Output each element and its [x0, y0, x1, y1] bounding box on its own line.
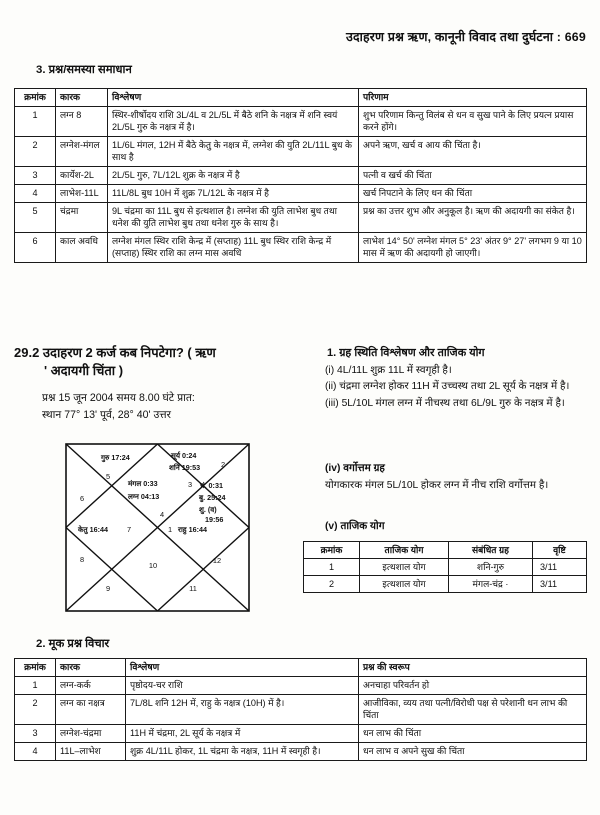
cell-yoga: इत्थशाल योग	[360, 559, 449, 576]
cell-nature: धन लाभ व अपने सुख की चिंता	[359, 743, 587, 761]
cell-vrishti: 3/11	[533, 559, 587, 576]
example-heading-line1: 29.2 उदाहरण 2 कर्ज कब निपटेगा? ( ऋण	[14, 345, 216, 360]
cell-serial: 1	[304, 559, 360, 576]
cell-result: अपने ऋण, खर्च व आय की चिंता है।	[359, 137, 587, 167]
house-number-4: 4	[159, 510, 165, 519]
planet-rahu: राहु 16:44	[178, 525, 207, 534]
table-row	[15, 167, 587, 185]
cell-karak: 11L–लाभेश	[56, 743, 126, 761]
col-header-serial: क्रमांक	[15, 89, 56, 107]
house-number-10: 10	[148, 561, 158, 570]
cell-analysis: 9L चंद्रमा का 11L बुध से इत्थशाल है। लग्नेश की युति लाभेश बुध तथा धनेश की युति लाभेश बुध तथा धनेश गुरु के साथ है।	[108, 203, 359, 233]
planet-ketu: केतु 16:44	[78, 525, 108, 534]
cell-serial: 3	[15, 167, 56, 185]
analysis-heading: 1. ग्रह स्थिति विश्लेषण और ताजिक योग	[327, 347, 485, 359]
planet-guru: गुरु 17:24	[101, 453, 130, 462]
house-number-7: 7	[126, 525, 132, 534]
col-header-nature: प्रश्न की स्वरूप	[359, 659, 587, 677]
example-heading	[14, 344, 296, 381]
table-header-row	[15, 89, 587, 107]
example-heading-line2: ' अदायगी चिंता )	[44, 363, 124, 379]
planet-shukra-degree: 19:56	[205, 515, 224, 524]
cell-yoga: इत्थशाल योग	[360, 576, 449, 593]
planet-chandra: चं. 0:31	[200, 481, 223, 490]
table-header-row	[15, 659, 587, 677]
table-row	[15, 233, 587, 263]
cell-nature: आजीविका, व्यय तथा पत्नी/विरोधी पक्ष से परेशानी धन लाभ की चिंता	[359, 695, 587, 725]
cell-serial: 3	[15, 725, 56, 743]
cell-karak: लग्नेश-चंद्रमा	[56, 725, 126, 743]
tajik-heading: (v) ताजिक योग	[325, 521, 385, 532]
col-header-karak: कारक	[56, 89, 108, 107]
table-row	[304, 559, 587, 576]
vargottam-block	[305, 462, 588, 495]
house-number-8: 8	[79, 555, 85, 564]
house-number-11: 11	[189, 584, 197, 593]
cell-karak: लाभेश-11L	[56, 185, 108, 203]
col-header-yoga: ताजिक योग	[360, 542, 449, 559]
vargottam-heading: (iv) वर्गोत्तम ग्रह	[325, 463, 385, 474]
cell-karak: कार्येश-2L	[56, 167, 108, 185]
house-number-2: 2	[220, 460, 226, 469]
cell-karak: लग्न का नक्षत्र	[56, 695, 126, 725]
house-number-12: 12	[212, 556, 222, 565]
cell-serial: 1	[15, 107, 56, 137]
house-number-5: 5	[105, 472, 111, 481]
col-header-serial: क्रमांक	[15, 659, 56, 677]
cell-result: प्रश्न का उत्तर शुभ और अनुकूल है। ऋण की अदायगी का संकेत है।	[359, 203, 587, 233]
cell-analysis: 7L/8L शनि 12H में, राहु के नक्षत्र (10H) में है।	[126, 695, 359, 725]
table-row	[15, 725, 587, 743]
house-number-6: 6	[79, 494, 85, 503]
cell-analysis: 2L/5L गुरु, 7L/12L शुक्र के नक्षत्र में है	[108, 167, 359, 185]
planet-mangal: मंगल 0:33	[128, 479, 158, 488]
cell-serial: 6	[15, 233, 56, 263]
tajik-yoga-block	[305, 520, 588, 537]
cell-nature: अनचाहा परिवर्तन हो	[359, 677, 587, 695]
kundali-svg	[65, 443, 250, 612]
cell-analysis: 11L/8L बुध 10H में शुक्र 7L/12L के नक्षत्र में है	[108, 185, 359, 203]
example-place: स्थान 77° 13' पूर्व, 28° 40' उत्तर	[42, 409, 171, 422]
cell-analysis: पृष्ठोदय-चर राशि	[126, 677, 359, 695]
cell-serial: 4	[15, 185, 56, 203]
house-number-1: 1	[167, 525, 173, 534]
cell-planets: मंगल-चंद्र ·	[449, 576, 533, 593]
col-header-vrishti: वृष्टि	[533, 542, 587, 559]
kundali-chart	[65, 443, 250, 612]
cell-vrishti: 3/11	[533, 576, 587, 593]
planet-shukra: शु. (व)	[199, 505, 217, 514]
cell-serial: 2	[15, 137, 56, 167]
example-details	[42, 390, 292, 425]
cell-result: पत्नी व खर्च की चिंता	[359, 167, 587, 185]
cell-analysis: स्थिर-शीर्षोदय राशि 3L/4L व 2L/5L में बैठे शनि के नक्षत्र में शनि स्वयं 2L/5L गुरु के नक्षत्र में है।	[108, 107, 359, 137]
analysis-block	[305, 346, 588, 413]
cell-result: शुभ परिणाम किन्तु विलंब से धन व सुख पाने के लिए प्रयत्न प्रयास करने होंगे।	[359, 107, 587, 137]
table-row	[15, 203, 587, 233]
cell-serial: 5	[15, 203, 56, 233]
cell-analysis: लग्नेश मंगल स्थिर राशि केन्द्र में (सप्ताह) 11L बुध स्थिर राशि केन्द्र में (सप्ताह) स्थिर राशि का लग्न मास अवधि	[108, 233, 359, 263]
col-header-analysis: विश्लेषण	[126, 659, 359, 677]
col-header-serial: क्रमांक	[304, 542, 360, 559]
house-number-9: 9	[105, 584, 111, 593]
table-tajik-yoga	[303, 541, 587, 593]
analysis-point-1: (i) 4L/11L शुक्र 11L में स्वगृही है।	[325, 364, 452, 376]
table-row	[304, 576, 587, 593]
cell-analysis: 11H में चंद्रमा, 2L सूर्य के नक्षत्र में	[126, 725, 359, 743]
section-heading-solution: 3. प्रश्न/समस्या समाधान	[36, 64, 132, 76]
cell-analysis: शुक्र 4L/11L होकर, 1L चंद्रमा के नक्षत्र, 11H में स्वगृही है।	[126, 743, 359, 761]
section-heading-mook: 2. मूक प्रश्न विचार	[36, 638, 110, 650]
planet-surya: सूर्य 0:24	[171, 451, 197, 460]
planet-budh: बु. 25:24	[199, 493, 226, 502]
cell-karak: लग्न-कर्क	[56, 677, 126, 695]
cell-karak: लग्न 8	[56, 107, 108, 137]
cell-nature: धन लाभ की चिंता	[359, 725, 587, 743]
cell-result: लाभेश 14° 50' लग्नेश मंगल 5° 23' अंतर 9° 27' लगभग 9 या 10 मास में ऋण की अदायगी हो जाएगी।	[359, 233, 587, 263]
planet-shani: शनि 19:53	[169, 463, 201, 472]
table-row	[15, 695, 587, 725]
label-lagna: लग्न 04:13	[128, 492, 160, 501]
col-header-analysis: विश्लेषण	[108, 89, 359, 107]
table-row	[15, 677, 587, 695]
col-header-planets: संबंधित ग्रह	[449, 542, 533, 559]
table-solution	[14, 88, 587, 263]
vargottam-text: योगकारक मंगल 5L/10L होकर लग्न में नीच राशि वर्गोत्तम है।	[325, 479, 549, 491]
col-header-result: परिणाम	[359, 89, 587, 107]
cell-serial: 4	[15, 743, 56, 761]
table-row	[15, 185, 587, 203]
table-row	[15, 107, 587, 137]
cell-planets: शनि-गुरु	[449, 559, 533, 576]
example-question: प्रश्न 15 जून 2004 समय 8.00 घंटे प्रात:	[42, 392, 195, 404]
table-row	[15, 743, 587, 761]
cell-karak: चंद्रमा	[56, 203, 108, 233]
cell-karak: लग्नेश-मंगल	[56, 137, 108, 167]
house-number-3: 3	[187, 480, 193, 489]
table-header-row	[304, 542, 587, 559]
cell-serial: 2	[15, 695, 56, 725]
cell-analysis: 1L/6L मंगल, 12H में बैठे केतु के नक्षत्र में, लग्नेश की युति 2L/11L बुध के साथ है	[108, 137, 359, 167]
cell-serial: 1	[15, 677, 56, 695]
col-header-karak: कारक	[56, 659, 126, 677]
running-head: उदाहरण प्रश्न ऋण, कानूनी विवाद तथा दुर्घटना : 669	[346, 30, 586, 44]
table-mook-prashna	[14, 658, 587, 761]
table-row	[15, 137, 587, 167]
analysis-point-2: (ii) चंद्रमा लग्नेश होकर 11H में उच्चस्थ तथा 2L सूर्य के नक्षत्र में है।	[325, 381, 570, 393]
cell-karak: काल अवधि	[56, 233, 108, 263]
cell-serial: 2	[304, 576, 360, 593]
analysis-point-3: (iii) 5L/10L मंगल लग्न में नीचस्थ तथा 6L/9L गुरु के नक्षत्र में है।	[325, 397, 565, 409]
cell-result: खर्च निपटाने के लिए धन की चिंता	[359, 185, 587, 203]
